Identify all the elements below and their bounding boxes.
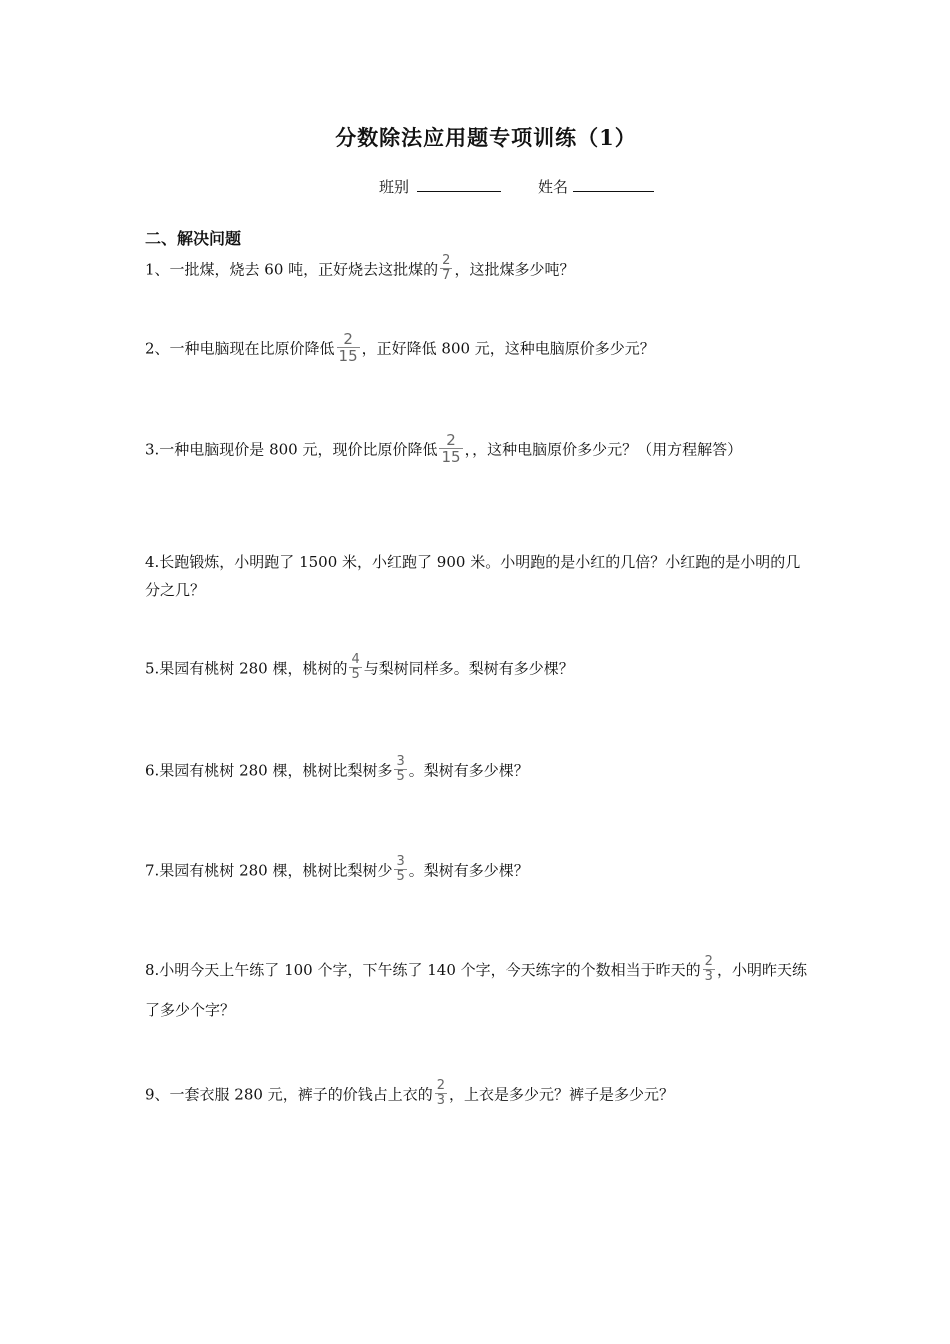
question-5: 5.果园有桃树 280 棵，桃树的 $\frac{4}{5}$ 与梨树同样多。梨树有多少棵？ bbox=[145, 652, 574, 682]
fraction: $\frac{2}{3}$ bbox=[436, 1078, 445, 1108]
fraction: $\frac{3}{5}$ bbox=[396, 754, 405, 784]
class-field bbox=[379, 176, 501, 197]
fraction: $\frac{2}{15}$ bbox=[441, 431, 461, 466]
class-blank[interactable] bbox=[417, 177, 501, 192]
question-6: 6.果园有桃树 280 棵，桃树比梨树多 $\frac{3}{5}$ 。梨树有多少棵？ bbox=[145, 754, 529, 784]
fraction: $\frac{2}{3}$ bbox=[704, 953, 713, 984]
name-label: 姓名 bbox=[538, 178, 569, 196]
question-7: 7.果园有桃树 280 棵，桃树比梨树少 $\frac{3}{5}$ 。梨树有多少棵？ bbox=[145, 854, 529, 884]
question-9: 9、一套衣服 280 元，裤子的价钱占上衣的 $\frac{2}{3}$ ，上衣是多少元？裤子是多少元？ bbox=[145, 1078, 675, 1108]
fraction: $\frac{3}{5}$ bbox=[396, 854, 405, 884]
question-8: 8.小明今天上午练了 100 个字，下午练了 140 个字，今天练字的个数相当于昨天的 $\frac{2}{3}$ ，小明昨天练了多少个字？ bbox=[145, 953, 807, 1019]
name-blank[interactable] bbox=[573, 177, 654, 192]
question-3: 3.一种电脑现价是 800 元，现价比原价降低 $\frac{2}{15}$ ，，这种电脑原价多少元？（用方程解答） bbox=[145, 431, 743, 466]
name-field bbox=[538, 176, 654, 197]
fraction: $\frac{2}{15}$ bbox=[338, 330, 358, 365]
section-heading: 二、解决问题 bbox=[145, 229, 242, 248]
question-1: 1、一批煤，烧去 60 吨，正好烧去这批煤的 $\frac{2}{7}$ ，这批煤多少吨？ bbox=[145, 253, 575, 283]
question-2: 2、一种电脑现在比原价降低 $\frac{2}{15}$ ，正好降低 800 元，这种电脑原价多少元？ bbox=[145, 330, 655, 365]
question-4: 4.长跑锻炼，小明跑了 1500 米，小红跑了 900 米。小明跑的是小红的几倍？小红跑的是小明的几分之几？ bbox=[145, 553, 801, 599]
fraction: $\frac{4}{5}$ bbox=[351, 652, 360, 682]
page-title: 分数除法应用题专项训练（1） bbox=[335, 125, 637, 150]
class-label: 班别 bbox=[379, 178, 410, 196]
fraction: $\frac{2}{7}$ bbox=[442, 253, 451, 283]
